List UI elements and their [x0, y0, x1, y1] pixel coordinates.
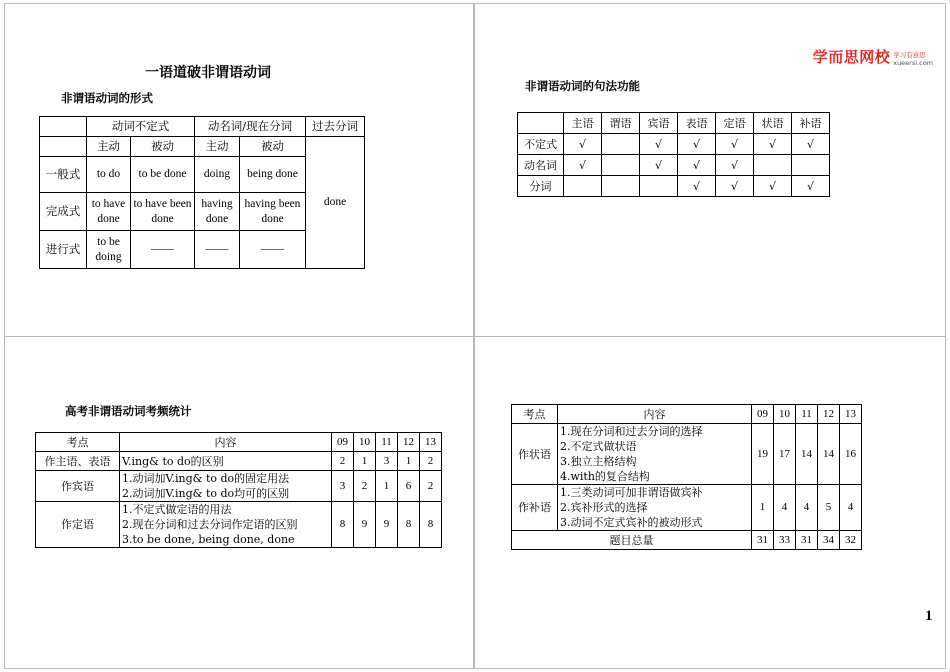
check-cell	[602, 134, 640, 155]
total-cell: 31	[796, 531, 818, 550]
syntax-function-table	[517, 112, 830, 197]
column-header: 状语	[754, 113, 792, 134]
sub-header: 被动	[240, 137, 306, 157]
check-cell	[792, 155, 830, 176]
row-label: 进行式	[40, 231, 87, 269]
check-cell	[640, 176, 678, 197]
content-line: 2.不定式做状语	[560, 440, 637, 453]
column-header: 补语	[792, 113, 830, 134]
past-participle-cell: done	[306, 137, 365, 269]
content-line: 1.不定式做定语的用法	[122, 503, 232, 516]
count-cell: 2	[420, 471, 442, 502]
check-cell: √	[564, 134, 602, 155]
topic-cell: 作定语	[36, 502, 120, 548]
column-header: 宾语	[640, 113, 678, 134]
table-cell: ——	[195, 231, 240, 269]
table-cell: to be done	[131, 157, 195, 193]
count-cell: 14	[818, 424, 840, 485]
check-cell: √	[640, 155, 678, 176]
check-cell: √	[716, 155, 754, 176]
count-cell: 8	[398, 502, 420, 548]
table-corner-cell	[40, 117, 87, 137]
total-cell: 32	[840, 531, 862, 550]
total-cell: 34	[818, 531, 840, 550]
year-header: 12	[398, 433, 420, 452]
check-cell: √	[792, 134, 830, 155]
table-cell: doing	[195, 157, 240, 193]
check-cell	[602, 155, 640, 176]
count-cell: 4	[840, 485, 862, 531]
check-cell: √	[754, 134, 792, 155]
column-header: 内容	[120, 433, 332, 452]
content-line: V.ing& to do的区别	[122, 454, 224, 468]
count-cell: 9	[376, 502, 398, 548]
row-label: 完成式	[40, 193, 87, 231]
logo-url: xueersi.com	[893, 59, 933, 67]
slide-title: 一语道破非谓语动词	[145, 65, 271, 81]
column-header: 内容	[558, 405, 752, 424]
header-infinitive: 动词不定式	[87, 117, 195, 137]
exam-frequency-table	[35, 432, 442, 548]
count-cell: 3	[332, 471, 354, 502]
check-cell	[602, 176, 640, 197]
content-line: 2.动词加V.ing& to do均可的区别	[122, 487, 290, 500]
content-line: 3.to be done, being done, done	[122, 533, 295, 546]
count-cell: 14	[796, 424, 818, 485]
sub-header: 主动	[87, 137, 131, 157]
year-header: 10	[774, 405, 796, 424]
column-header: 主语	[564, 113, 602, 134]
logo-text: 学而思网校	[812, 48, 891, 66]
year-header: 10	[354, 433, 376, 452]
check-cell: √	[716, 176, 754, 197]
table-cell: having done	[195, 193, 240, 231]
slide-2	[474, 3, 946, 337]
page-number: 1	[925, 608, 933, 624]
check-cell: √	[754, 176, 792, 197]
sub-header: 被动	[131, 137, 195, 157]
table-corner-cell	[518, 113, 564, 134]
year-header: 13	[420, 433, 442, 452]
count-cell: 1	[398, 452, 420, 471]
row-label: 动名词	[518, 155, 564, 176]
column-header: 考点	[36, 433, 120, 452]
content-cell	[120, 502, 332, 548]
header-past-participle: 过去分词	[306, 117, 365, 137]
count-cell: 2	[420, 452, 442, 471]
column-header: 定语	[716, 113, 754, 134]
count-cell: 6	[398, 471, 420, 502]
topic-cell: 作状语	[512, 424, 558, 485]
topic-cell: 作宾语	[36, 471, 120, 502]
sub-header: 主动	[195, 137, 240, 157]
content-line: 2.现在分词和过去分词作定语的区别	[122, 518, 298, 531]
count-cell: 8	[420, 502, 442, 548]
count-cell: 1	[354, 452, 376, 471]
content-line: 2.宾补形式的选择	[560, 501, 648, 514]
row-label: 不定式	[518, 134, 564, 155]
table-cell: to have done	[87, 193, 131, 231]
slide-title: 高考非谓语动词考频统计	[65, 404, 192, 418]
row-label: 一般式	[40, 157, 87, 193]
content-cell	[558, 424, 752, 485]
topic-cell: 作主语、表语	[36, 452, 120, 471]
row-label: 分词	[518, 176, 564, 197]
verb-forms-table	[39, 116, 365, 269]
table-cell: having been done	[240, 193, 306, 231]
content-cell	[558, 485, 752, 531]
check-cell: √	[678, 134, 716, 155]
table-corner-cell	[40, 137, 87, 157]
content-cell	[120, 452, 332, 471]
header-gerund-participle: 动名词/现在分词	[195, 117, 306, 137]
count-cell: 1	[752, 485, 774, 531]
year-header: 11	[796, 405, 818, 424]
count-cell: 1	[376, 471, 398, 502]
check-cell: √	[716, 134, 754, 155]
content-line: 1.现在分词和过去分词的选择	[560, 425, 703, 438]
count-cell: 8	[332, 502, 354, 548]
topic-cell: 作补语	[512, 485, 558, 531]
year-header: 13	[840, 405, 862, 424]
check-cell: √	[678, 176, 716, 197]
content-line: 3.独立主格结构	[560, 455, 637, 468]
check-cell: √	[564, 155, 602, 176]
brand-logo	[813, 46, 933, 67]
count-cell: 19	[752, 424, 774, 485]
table-cell: ——	[240, 231, 306, 269]
table-cell: being done	[240, 157, 306, 193]
check-cell	[754, 155, 792, 176]
table-cell: to have been done	[131, 193, 195, 231]
year-header: 12	[818, 405, 840, 424]
year-header: 11	[376, 433, 398, 452]
content-line: 1.动词加V.ing& to do的固定用法	[122, 472, 290, 485]
year-header: 09	[332, 433, 354, 452]
slide-title: 非谓语动词的句法功能	[525, 79, 640, 93]
exam-frequency-table-continued	[511, 404, 862, 550]
count-cell: 16	[840, 424, 862, 485]
table-cell: to do	[87, 157, 131, 193]
year-header: 09	[752, 405, 774, 424]
count-cell: 17	[774, 424, 796, 485]
count-cell: 9	[354, 502, 376, 548]
count-cell: 3	[376, 452, 398, 471]
count-cell: 4	[774, 485, 796, 531]
count-cell: 5	[818, 485, 840, 531]
count-cell: 2	[354, 471, 376, 502]
total-label: 题目总量	[512, 531, 752, 550]
column-header: 表语	[678, 113, 716, 134]
total-cell: 31	[752, 531, 774, 550]
slide-3	[4, 336, 474, 669]
content-cell	[120, 471, 332, 502]
logo-slogan: 学习有意思	[893, 51, 926, 59]
slide-1	[4, 3, 474, 337]
slide-subtitle: 非谓语动词的形式	[61, 91, 153, 105]
check-cell: √	[792, 176, 830, 197]
check-cell: √	[640, 134, 678, 155]
column-header: 谓语	[602, 113, 640, 134]
content-line: 1.三类动词可加非谓语做宾补	[560, 486, 703, 499]
column-header: 考点	[512, 405, 558, 424]
slide-4	[474, 336, 946, 669]
content-line: 4.with的复合结构	[560, 470, 650, 483]
table-cell: to be doing	[87, 231, 131, 269]
table-cell: ——	[131, 231, 195, 269]
total-cell: 33	[774, 531, 796, 550]
count-cell: 4	[796, 485, 818, 531]
check-cell	[564, 176, 602, 197]
content-line: 3.动词不定式宾补的被动形式	[560, 516, 703, 529]
count-cell: 2	[332, 452, 354, 471]
check-cell: √	[678, 155, 716, 176]
